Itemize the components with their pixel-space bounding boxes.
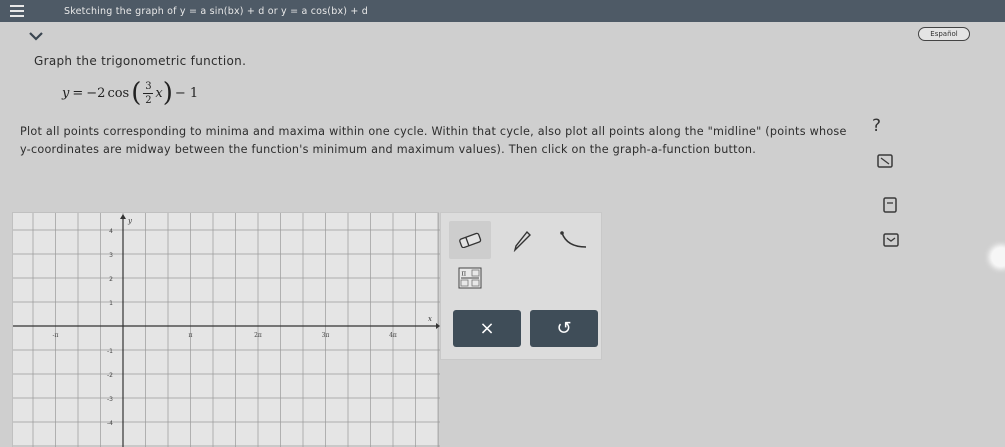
y-axis-label: y xyxy=(128,217,132,225)
fraction-pi-label: π xyxy=(461,269,467,278)
undo-button[interactable]: ↺ xyxy=(530,310,598,347)
top-bar xyxy=(0,0,1005,22)
equation-lhs: y xyxy=(62,85,70,101)
x-tick-label: 2π xyxy=(254,332,262,339)
equation-constant: − 1 xyxy=(174,85,199,101)
graph-function-button[interactable] xyxy=(449,259,491,297)
coordinate-grid[interactable] xyxy=(13,213,440,447)
x-tick-label: 4π xyxy=(389,332,397,339)
help-button[interactable]: ? xyxy=(872,116,882,136)
menu-icon[interactable] xyxy=(0,0,34,22)
message-icon[interactable] xyxy=(883,233,899,247)
y-tick-label: 4 xyxy=(109,228,113,235)
equation-equals: = xyxy=(72,85,84,101)
y-tick-label: 2 xyxy=(109,276,113,283)
x-tick-label: π xyxy=(188,332,193,339)
x-axis-label: x xyxy=(428,315,432,323)
equation-variable: x xyxy=(155,85,163,101)
settings-icon[interactable] xyxy=(992,248,1005,266)
pencil-tool-button[interactable] xyxy=(501,221,543,259)
topic-title: Sketching the graph of y = a sin(bx) + d or y = a cos(bx) + d xyxy=(64,5,369,17)
calculator-icon[interactable] xyxy=(877,154,893,168)
y-axis-arrow xyxy=(120,214,126,219)
eraser-icon xyxy=(457,232,483,248)
body-line-2: y-coordinates are midway between the function's minimum and maximum values). Then click on the graph-a-function button. xyxy=(20,143,757,156)
equation-coefficient: −2 xyxy=(86,85,106,101)
instruction-text: Graph the trigonometric function. xyxy=(34,54,247,68)
close-paren: ) xyxy=(162,78,173,108)
bookmark-icon[interactable] xyxy=(883,197,897,213)
pencil-icon xyxy=(511,228,533,252)
graph-area[interactable] xyxy=(12,212,439,447)
language-button[interactable]: Español xyxy=(918,27,970,41)
body-line-1: Plot all points corresponding to minima and maxima within one cycle. Within that cycle, also plot all points along the "midline" (points whose xyxy=(20,125,847,138)
y-tick-label: 3 xyxy=(109,252,113,259)
y-tick-label: -1 xyxy=(107,348,113,355)
chevron-down-icon[interactable] xyxy=(28,30,44,42)
clear-button[interactable]: × xyxy=(453,310,521,347)
x-tick-label-negative: -π xyxy=(52,332,59,339)
y-tick-label: 1 xyxy=(109,300,113,307)
equation-function: cos xyxy=(107,85,130,101)
fraction-numerator: 3 xyxy=(145,80,152,92)
equation xyxy=(62,76,198,110)
curve-tool-button[interactable] xyxy=(553,221,595,259)
y-tick-label: -4 xyxy=(107,420,113,427)
y-tick-label: -3 xyxy=(107,396,113,403)
eraser-tool-button[interactable] xyxy=(449,221,491,259)
curve-icon xyxy=(559,229,589,251)
x-tick-label: 3π xyxy=(321,332,330,339)
open-paren: ( xyxy=(131,78,142,108)
y-tick-label: -2 xyxy=(107,372,113,379)
problem-body xyxy=(20,123,870,159)
equation-fraction xyxy=(143,81,153,106)
fraction-denominator: 2 xyxy=(145,94,152,106)
fraction-icon xyxy=(458,267,482,289)
